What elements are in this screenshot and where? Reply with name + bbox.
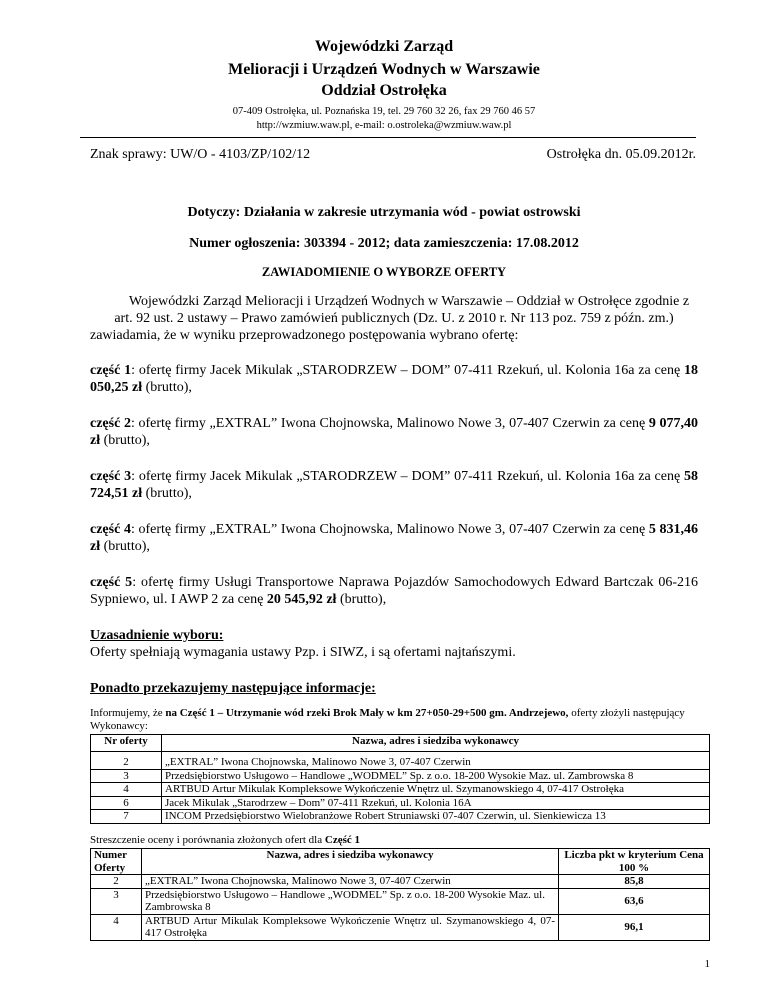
header-divider [80, 137, 696, 138]
org-address: 07-409 Ostrołęka, ul. Poznańska 19, tel. 29 760 32 26, fax 29 760 46 57 [232, 106, 536, 117]
part-label: część 1 [90, 363, 132, 378]
col-header-nr: Nr oferty [91, 735, 162, 752]
summary-table [90, 848, 710, 941]
table-row: 2 „EXTRAL” Iwona Chojnowska, Malinowo Nowe 3, 07-407 Czerwin 85,8 [91, 875, 710, 889]
document-title: ZAWIADOMIENIE O WYBORZE OFERTY [261, 265, 507, 279]
part-price: 9 077,40 zł [90, 416, 698, 448]
part-5-selection: część 5: ofertę firmy Usługi Transportowe Naprawa Pojazdów Samochodowych Edward Bartczak 06-216 Sypniewo, ul. I AWP 2 za cenę 20 545,92 zł (brutto), [90, 575, 698, 607]
subject-line: Dotyczy: Działania w zakresie utrzymania wód - powiat ostrowski [187, 205, 581, 220]
table-header-row [91, 735, 710, 752]
org-contact: http://wzmiuw.waw.pl, e-mail: o.ostroleka@wzmiuw.waw.pl [256, 120, 512, 131]
part-2-selection: część 2: ofertę firmy „EXTRAL” Iwona Chojnowska, Malinowo Nowe 3, 07-407 Czerwin za cenę 9 077,40 zł (brutto), [90, 416, 698, 448]
table-row: 3 Przedsiębiorstwo Usługowo – Handlowe „WODMEL” Sp. z o.o. 18-200 Wysokie Maz. ul. Zambrowska 8 [91, 769, 710, 783]
part-4-selection: część 4: ofertę firmy „EXTRAL” Iwona Chojnowska, Malinowo Nowe 3, 07-407 Czerwin za cenę 5 831,46 zł (brutto), [90, 522, 698, 554]
table-row: 4 ARTBUD Artur Mikulak Kompleksowe Wykończenie Wnętrz ul. Szymanowskiego 4, 07-417 Ostrołęka 96,1 [91, 914, 710, 940]
part-price: 5 831,46 zł [90, 522, 698, 554]
part-label: część 2 [90, 416, 131, 431]
col-header-name: Nazwa, adres i siedziba wykonawcy [142, 849, 559, 875]
intro-paragraph: Wojewódzki Zarząd Melioracji i Urządzeń Wodnych w Warszawie – Oddział w Ostrołęce zgodnie z art. 92 ust. 2 ustawy – Prawo zamówień publicznych (Dz. U. z 2010 r. Nr 113 poz. 759 z późn. zm.) zawiadamia, że w wyniku przeprowadzonego postępowania wybrano ofertę: [90, 294, 690, 343]
org-name-line2: Melioracji i Urządzeń Wodnych w Warszawie [228, 61, 540, 78]
table-row: 4 ARTBUD Artur Mikulak Kompleksowe Wykończenie Wnętrz ul. Szymanowskiego 4, 07-417 Ostrołęka [91, 783, 710, 797]
page-number: 1 [704, 958, 710, 970]
part-price: 18 050,25 zł [90, 363, 698, 395]
col-header-number: Numer Oferty [91, 849, 142, 875]
part-1-selection: część 1: ofertę firmy Jacek Mikulak „STARODRZEW – DOM” 07-411 Rzekuń, ul. Kolonia 16a za cenę 18 050,25 zł (brutto), [90, 363, 698, 395]
part-3-selection: część 3: ofertę firmy Jacek Mikulak „STARODRZEW – DOM” 07-411 Rzekuń, ul. Kolonia 16a za cenę 58 724,51 zł (brutto), [90, 469, 698, 501]
notice-number: Numer ogłoszenia: 303394 - 2012; data zamieszczenia: 17.08.2012 [189, 236, 579, 251]
part-label: część 5 [90, 575, 133, 590]
table-header-row [91, 849, 710, 875]
part-price: 20 545,92 zł [266, 592, 337, 607]
part-label: część 4 [90, 522, 131, 537]
case-number: Znak sprawy: UW/O - 4103/ZP/102/12 [90, 147, 311, 162]
part-1-info: Informujemy, że na Część 1 – Utrzymanie wód rzeki Brok Mały w km 27+050-29+500 gm. Andrzejewo, oferty złożyli następujący Wykonawcy: [90, 707, 685, 732]
col-header-name: Nazwa, adres i siedziba wykonawcy [162, 735, 710, 752]
table-row: 6 Jacek Mikulak „Starodrzew – Dom” 07-411 Rzekuń, ul. Kolonia 16A [91, 796, 710, 810]
part-price: 58 724,51 zł [90, 469, 698, 501]
org-name-line3: Oddział Ostrołęka [321, 82, 447, 99]
justification-text: Oferty spełniają wymagania ustawy Pzp. i SIWZ, i są ofertami najtańszymi. [90, 645, 516, 660]
col-header-points: Liczba pkt w kryterium Cena 100 % [559, 849, 710, 875]
table-row: 3 Przedsiębiorstwo Usługowo – Handlowe „WODMEL” Sp. z o.o. 18-200 Wysokie Maz. ul. Zambrowska 8 63,6 [91, 888, 710, 914]
org-name-line1: Wojewódzki Zarząd [314, 38, 454, 55]
place-date: Ostrołęka dn. 05.09.2012r. [546, 147, 696, 162]
table-row: 2 „EXTRAL” Iwona Chojnowska, Malinowo Nowe 3, 07-407 Czerwin [91, 752, 710, 770]
summary-caption: Streszczenie oceny i porównania złożonych ofert dla Część 1 [90, 834, 360, 846]
table-row: 7 INCOM Przedsiębiorstwo Wielobranżowe Robert Struniawski 07-407 Czerwin, ul. Sienkiewicza 13 [91, 810, 710, 824]
justification-heading: Uzasadnienie wyboru: [90, 628, 224, 643]
part-label: część 3 [90, 469, 132, 484]
additional-info-heading: Ponadto przekazujemy następujące informacje: [90, 681, 376, 696]
offers-table [90, 734, 710, 824]
